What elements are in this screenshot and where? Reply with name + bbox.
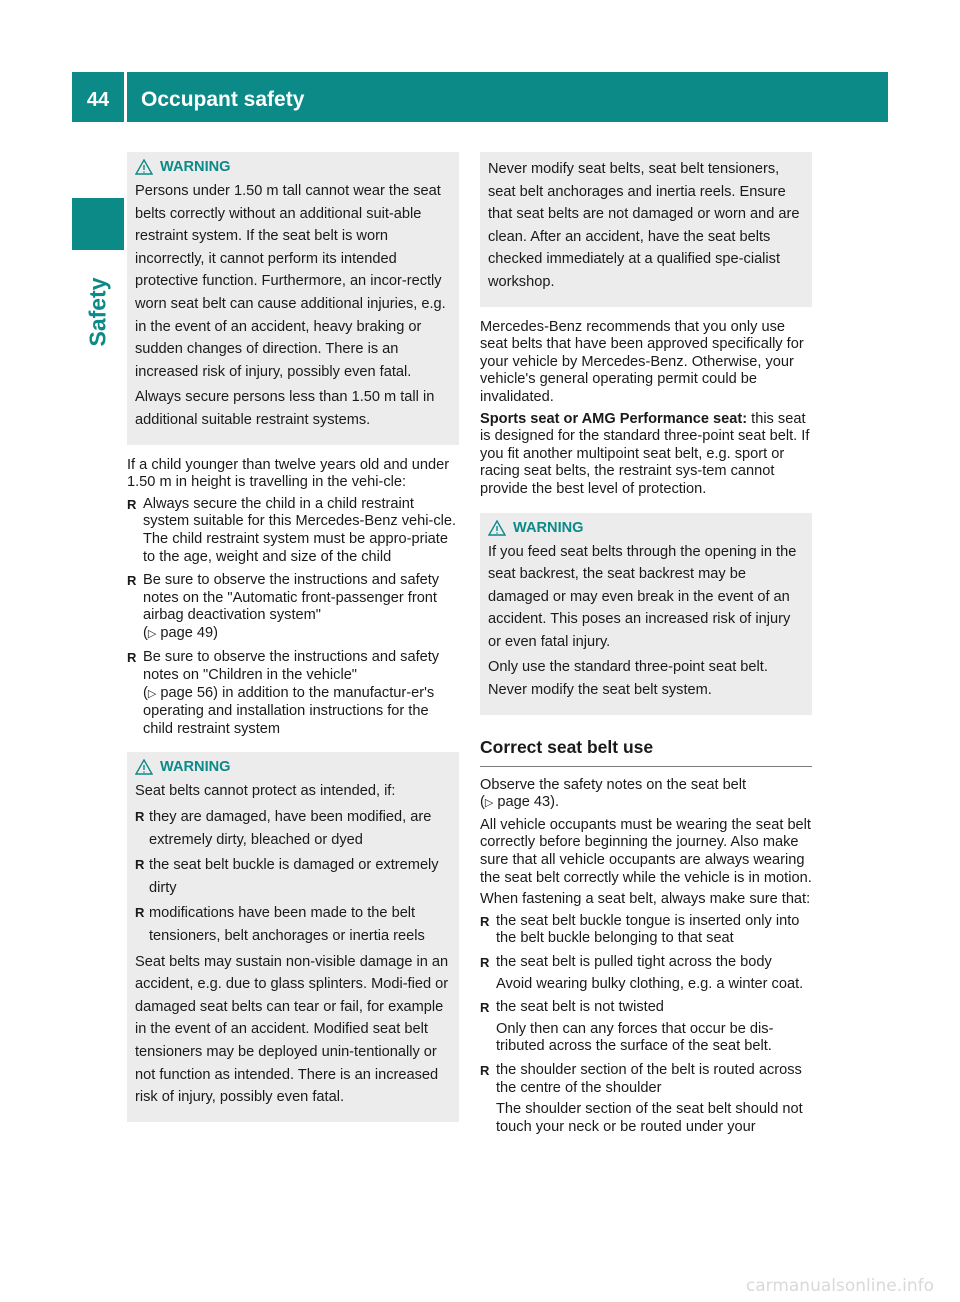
warning-triangle-icon [135,759,153,775]
warning-text: Seat belts cannot protect as intended, if: [135,783,396,800]
warning-box-3 [480,513,812,715]
warning-text: If you feed seat belts through the opening in the seat backrest, the seat backrest may be damaged or may even break in the event of an accident. This poses an increased risk of injury or even fatal injury. [488,543,797,650]
paragraph-text: Observe the safety notes on the seat belt [480,776,747,793]
list-item: R Be sure to observe the instructions and safety notes on "Children in the vehicle" (▷ page 56) in addition to the manufactur-er's operating and installation instructions for the child restraint system [127,649,459,738]
page-ref-close: ) [213,624,219,641]
warning-heading [135,156,451,178]
page-ref-arrow-icon: ▷ [147,627,157,640]
warning-text: Seat belts may sustain non-visible damage in an accident, e.g. due to glass splinters. Modi-fied or damaged seat belts can tear or fail, for example in the event of an accident. Modified seat belt tensioners may be deployed unin-tentionally or not function as intended. There is an increased risk of injury, possibly even fatal. [135,953,449,1106]
warning-list-item: R the seat belt buckle is damaged or extremely dirty [135,854,451,899]
paragraph: Mercedes-Benz recommends that you only use seat belts that have been approved specifically for your vehicle by Mercedes-Benz. Otherwise, your vehicle's general operating permit could be invalidated. [480,318,804,405]
list-item [480,954,812,993]
list-item-text: the seat belt buckle tongue is inserted only into the belt buckle belonging to that seat [496,912,800,947]
warning-bullet-list [135,806,451,948]
list-item [480,913,812,948]
bullet-list [480,913,812,1137]
warning-heading [488,517,804,539]
paragraph: All vehicle occupants must be wearing the seat belt correctly before beginning the journey. Also make sure that all vehicle occupants are always wearing the seat belt correctly while the vehicle is in motion. [480,816,812,886]
paragraph: When fastening a seat belt, always make sure that: [480,891,811,908]
warning-list-item: R they are damaged, have been modified, are extremely dirty, bleached or dyed [135,806,451,851]
page-ref-link[interactable]: page 43 [497,794,551,811]
section-heading: Correct seat belt use [480,737,812,767]
paragraph: If a child younger than twelve years old and under 1.50 m in height is travelling in the vehi-cle: [127,456,450,491]
warning-triangle-icon [488,520,506,536]
list-item-text: Be sure to observe the instructions and safety notes on "Children in the vehicle" [143,649,440,684]
list-item-text: the seat belt is pulled tight across the body [496,954,772,970]
list-item-subtext: Avoid wearing bulky clothing, e.g. a winter coat. [496,975,804,992]
page-title: Occupant safety [141,88,305,111]
page-ref-link[interactable]: page 56 [160,684,214,701]
page-ref-link[interactable]: page 49 [160,624,214,641]
warning-box-2 [127,752,459,1121]
right-column [480,152,812,1142]
list-item [480,1062,812,1136]
list-item-subtext: The shoulder section of the seat belt should not touch your neck or be routed under your [496,1101,803,1135]
warning-list-item: R modifications have been made to the belt tensioners, belt anchorages or inertia reels [135,902,451,947]
paragraph: Observe the safety notes on the seat belt (▷ page 43). [480,776,747,811]
page-ref-arrow-icon: ▷ [147,687,157,700]
list-item-text: Be sure to observe the instructions and safety notes on the "Automatic front-passenger front airbag deactivation system" [143,572,440,624]
list-item-subtext: Only then can any forces that occur be dis-tributed across the surface of the seat belt. [496,1020,774,1055]
paragraph-text: this seat is designed for the standard three-point seat belt. If you fit another multipoint seat belt, e.g. sport or racing seat belts, the restraint sys-tem cannot provide the best level of protection. [480,410,810,497]
watermark: carmanualsonline.info [745,1276,934,1296]
header-divider [124,72,127,122]
warning-heading-text: WARNING [513,519,584,536]
bold-term: Sports seat or AMG Performance seat: [480,410,748,427]
bullet-list [127,496,459,739]
list-item-text: the seat belt is not twisted [496,999,664,1016]
list-item: R Be sure to observe the instructions and safety notes on the "Automatic front-passenger front airbag deactivation system" (▷ page 49) [127,572,459,643]
warning-box-1 [127,152,459,445]
side-tab-text: Safety [84,277,111,347]
body-text [127,457,459,739]
warning-heading-text: WARNING [160,759,231,776]
page-ref-close: ). [550,794,560,811]
side-tab-marker [72,198,124,250]
warning-text: Always secure persons less than 1.50 m tall in additional suitable restraint systems. [135,389,435,428]
warning-text: Only use the standard three-point seat belt. Never modify the seat belt system. [488,659,768,699]
body-text [480,319,812,499]
warning-triangle-icon [135,159,153,175]
list-item-text: Always secure the child in a child restraint system suitable for this Mercedes-Benz vehi-cle. The child restraint system must be appro-priate to the age, weight and size of the child [143,495,457,565]
side-tab-label [72,252,124,372]
warning-heading-text: WARNING [160,159,231,175]
page-ref-arrow-icon: ▷ [484,797,494,810]
page-ref-after: ) in addition to the manufactur-er's operating and installation instructions for the child restraint system [143,684,435,737]
warning-text: Never modify seat belts, seat belt tensioners, seat belt anchorages and inertia reels. Ensure that seat belts are not damaged or worn and are clean. After an accident, have the seat belts checked immediately at a qualified spe-cialist workshop. [488,161,800,290]
warning-heading [135,756,451,778]
warning-continuation-box [480,152,812,307]
paragraph [480,411,812,499]
body-text [480,777,812,1137]
page-number: 44 [86,89,110,111]
left-column [127,152,459,1134]
list-item [127,496,459,566]
warning-text: Persons under 1.50 m tall cannot wear the seat belts correctly without an additional suit-able restraint system. If the seat belt is worn incorrectly, it cannot perform its intended protective function. Furthermore, an incor-rectly worn seat belt can cause additional injuries, e.g. in the event of an accident, heavy braking or sudden changes of direction. There is an increased risk of injury, possibly even fatal. [135,183,446,380]
list-item-text: the shoulder section of the belt is routed across the centre of the shoulder [496,1061,802,1096]
list-item [480,999,812,1056]
